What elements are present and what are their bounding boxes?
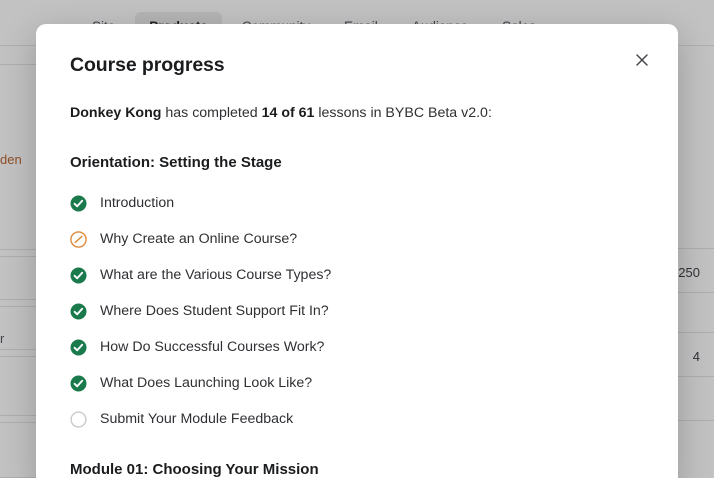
check-circle-icon bbox=[70, 339, 87, 356]
list-item[interactable] bbox=[70, 329, 644, 365]
summary-mid-text: has completed bbox=[161, 105, 262, 121]
check-circle-icon bbox=[70, 303, 87, 320]
progress-count: 14 of 61 bbox=[261, 105, 315, 121]
close-icon[interactable] bbox=[628, 46, 656, 74]
check-circle-icon bbox=[70, 267, 87, 284]
background-link[interactable]: den bbox=[0, 152, 22, 167]
lesson-label: Where Does Student Support Fit In? bbox=[100, 303, 329, 320]
lesson-label: What Does Launching Look Like? bbox=[100, 375, 313, 392]
lesson-list bbox=[70, 185, 644, 437]
student-name: Donkey Kong bbox=[70, 105, 162, 121]
modal-body bbox=[36, 24, 678, 478]
list-item[interactable] bbox=[70, 293, 644, 329]
empty-circle-icon bbox=[70, 411, 87, 428]
lesson-label: Why Create an Online Course? bbox=[100, 231, 298, 248]
list-item[interactable] bbox=[70, 221, 644, 257]
list-item[interactable] bbox=[70, 365, 644, 401]
check-circle-icon bbox=[70, 195, 87, 212]
lesson-label: What are the Various Course Types? bbox=[100, 267, 332, 284]
list-item[interactable] bbox=[70, 185, 644, 221]
in-progress-icon bbox=[70, 231, 87, 248]
lesson-label: Introduction bbox=[100, 195, 175, 212]
course-progress-modal bbox=[36, 24, 678, 478]
background-text: r bbox=[0, 331, 5, 346]
list-item[interactable] bbox=[70, 257, 644, 293]
section-heading-orientation: Orientation: Setting the Stage bbox=[70, 154, 282, 172]
background-cell-value: 4 bbox=[692, 349, 700, 364]
summary-tail-text: lessons in BYBC Beta v2.0: bbox=[314, 105, 492, 121]
background-cell-value: 250 bbox=[678, 265, 700, 280]
section-heading-module-01: Module 01: Choosing Your Mission bbox=[70, 461, 319, 478]
progress-summary bbox=[70, 103, 644, 124]
lesson-label: How Do Successful Courses Work? bbox=[100, 339, 325, 356]
page-title: Course progress bbox=[70, 54, 225, 76]
lesson-label: Submit Your Module Feedback bbox=[100, 411, 294, 428]
list-item[interactable] bbox=[70, 401, 644, 437]
check-circle-icon bbox=[70, 375, 87, 392]
